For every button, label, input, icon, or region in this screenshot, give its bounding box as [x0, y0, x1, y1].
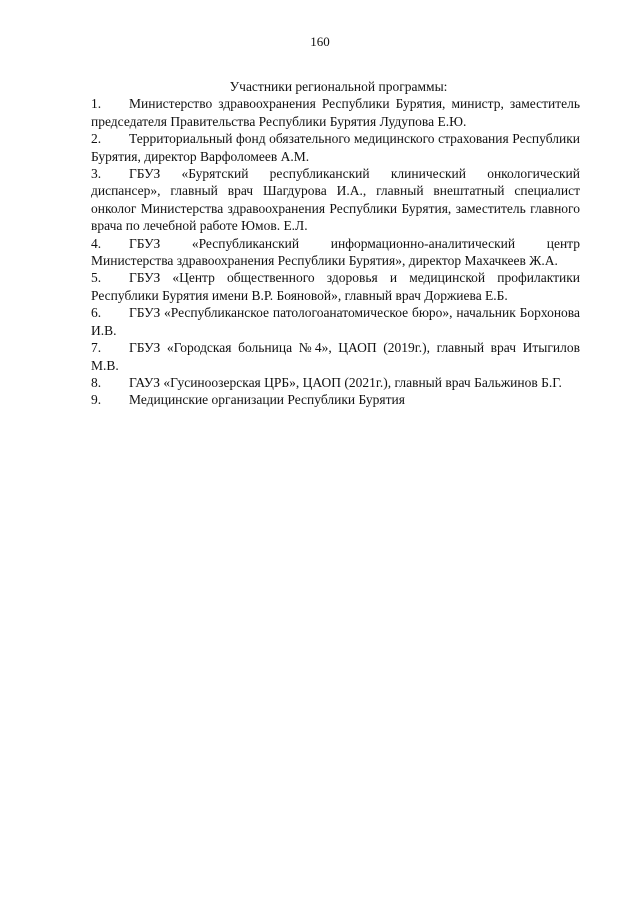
list-item-text: ГБУЗ «Городская больница №4», ЦАОП (2019г.), главный врач Итыгилов М.В.	[91, 340, 580, 373]
list-item-text: ГБУЗ «Бурятский республиканский клинический онкологический диспансер», главный врач Шагдурова И.А., главный внештатный специалист онколог Министерства здравоохранения Республики Бурятия, заместитель главного врача по лечебной работе Юмов. Е.Л.	[91, 166, 580, 234]
list-item-number: 9.	[91, 392, 102, 408]
list-item	[91, 269, 580, 304]
list-item-text: Территориальный фонд обязательного медицинского страхования Республики Бурятия, директор Варфоломеев А.М.	[91, 131, 580, 164]
list-item-number: 4.	[91, 235, 102, 251]
list-item-number: 7.	[91, 340, 102, 356]
list-item	[91, 130, 580, 165]
list-item	[91, 391, 580, 408]
list-item-number: 8.	[91, 374, 102, 390]
list-item-text: ГБУЗ «Республиканский информационно-аналитический центр Министерства здравоохранения Республики Бурятия», директор Махачкеев Ж.А.	[91, 235, 580, 269]
list-item	[91, 339, 580, 374]
list-item-text: Медицинские организации Республики Бурятия	[129, 392, 405, 408]
list-item	[91, 95, 580, 130]
list-item	[91, 235, 580, 270]
list-item-text: Министерство здравоохранения Республики Бурятия, министр, заместитель председателя Правительства Республики Бурятия Лудупова Е.Ю.	[91, 96, 580, 129]
list-item-number: 2.	[91, 131, 102, 147]
list-item-number: 6.	[91, 305, 102, 321]
participants-section	[91, 78, 580, 409]
list-item	[91, 304, 580, 339]
list-item-text: ГБУЗ «Республиканское патологоанатомическое бюро», начальник Борхонова И.В.	[91, 305, 580, 338]
list-item	[91, 374, 580, 391]
list-item-text: ГАУЗ «Гусиноозерская ЦРБ», ЦАОП (2021г.), главный врач Бальжинов Б.Г.	[129, 374, 562, 390]
list-item-number: 3.	[91, 166, 102, 182]
page-number: 160	[310, 34, 330, 49]
list-item-text: ГБУЗ «Центр общественного здоровья и медицинской профилактики Республики Бурятия имени В.Р. Бояновой», главный врач Доржиева Е.Б.	[91, 270, 580, 303]
section-heading: Участники региональной программы:	[229, 79, 448, 94]
list-item	[91, 165, 580, 235]
list-item-number: 5.	[91, 270, 102, 286]
list-item-number: 1.	[91, 96, 102, 112]
